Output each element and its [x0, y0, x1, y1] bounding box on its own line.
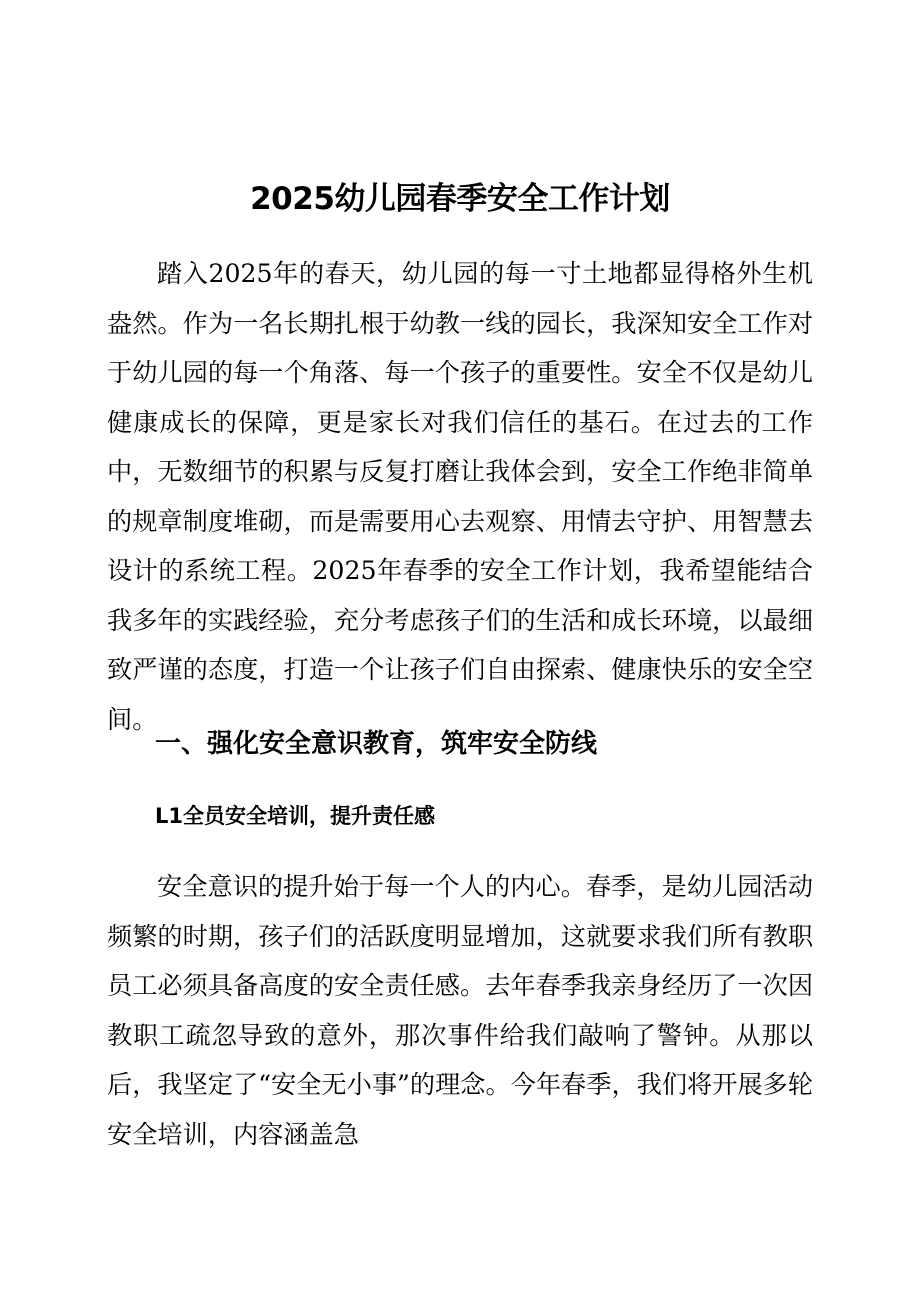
intro-paragraph: 踏入2025年的春天，幼儿园的每一寸土地都显得格外生机盎然。作为一名长期扎根于幼教一线的园长，我深知安全工作对于幼儿园的每一个角落、每一个孩子的重要性。安全不仅是幼儿健康成长的保障，更是家长对我们信任的基石。在过去的工作中，无数细节的积累与反复打磨让我体会到，安全工作绝非简单的规章制度堆砌，而是需要用心去观察、用情去守护、用智慧去设计的系统工程。2025年春季的安全工作计划，我希望能结合我多年的实践经验，充分考虑孩子们的生活和成长环境，以最细致严谨的态度，打造一个让孩子们自由探索、健康快乐的安全空间。 — [107, 259, 813, 734]
subsection-heading: L1全员安全培训，提升责任感 — [155, 804, 435, 828]
document-title: 2025幼儿园春季安全工作计划 — [250, 181, 670, 217]
section-heading: 一、强化安全意识教育，筑牢安全防线 — [155, 729, 598, 759]
section-paragraph: 安全意识的提升始于每一个人的内心。春季，是幼儿园活动频繁的时期，孩子们的活跃度明显增加，这就要求我们所有教职员工必须具备高度的安全责任感。去年春季我亲身经历了一次因教职工疏忽导致的意外，那次事件给我们敲响了警钟。从那以后，我坚定了“安全无小事”的理念。今年春季，我们将开展多轮安全培训，内容涵盖急 — [107, 872, 813, 1149]
